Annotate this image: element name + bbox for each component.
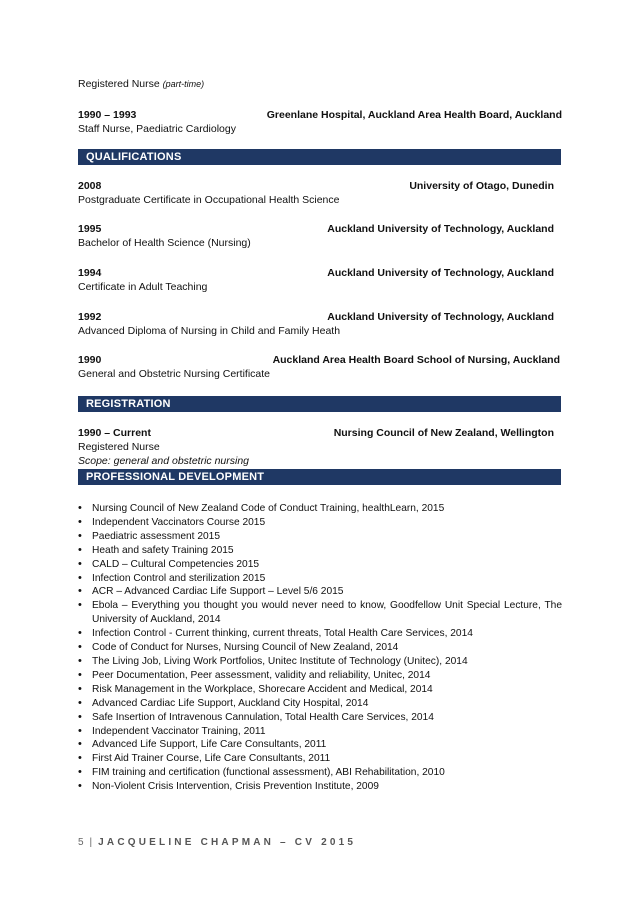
- footer-separator: |: [89, 837, 93, 848]
- list-item: • ACR – Advanced Cardiac Life Support – Level 5/6 2015: [78, 585, 344, 598]
- qualification-title: Bachelor of Health Science (Nursing): [78, 237, 251, 249]
- role-note: (part-time): [162, 79, 205, 89]
- work-history-tail: [78, 77, 562, 136]
- professional-development-list: [78, 502, 562, 794]
- bullet-icon: •: [78, 668, 82, 681]
- job-employer: Greenlane Hospital, Auckland Area Health Board, Auckland: [266, 109, 562, 121]
- list-item: • First Aid Trainer Course, Life Care Consultants, 2011: [78, 752, 331, 765]
- list-item: • Peer Documentation, Peer assessment, validity and reliability, Unitec, 2014: [78, 668, 431, 681]
- qualification-entry: [78, 222, 562, 250]
- registration-body: Nursing Council of New Zealand, Wellington: [333, 427, 554, 439]
- qualification-entry: [78, 266, 562, 294]
- job-title: Staff Nurse, Paediatric Cardiology: [78, 123, 236, 135]
- qualification-year: 1994: [78, 267, 102, 279]
- bullet-icon: •: [78, 515, 82, 528]
- list-item: • The Living Job, Living Work Portfolios, Unitec Institute of Technology (Unitec), 2014: [78, 654, 468, 667]
- list-item: • Heath and safety Training 2015: [78, 543, 234, 556]
- bullet-icon: •: [78, 738, 82, 751]
- list-item: • Risk Management in the Workplace, Shorecare Accident and Medical, 2014: [78, 682, 433, 695]
- qualification-entry: [78, 179, 562, 207]
- qualification-institution: Auckland University of Technology, Auckland: [327, 223, 554, 235]
- qualification-year: 2008: [78, 180, 102, 192]
- qualification-year: 1990: [78, 354, 102, 366]
- bullet-icon: •: [78, 585, 82, 598]
- qualification-year: 1992: [78, 311, 102, 323]
- qualifications-heading: QUALIFICATIONS: [78, 149, 561, 165]
- qualification-entry: [78, 353, 562, 381]
- bullet-icon: •: [78, 780, 82, 793]
- qualification-title: Certificate in Adult Teaching: [78, 281, 208, 293]
- qualification-title: Advanced Diploma of Nursing in Child and Family Heath: [78, 325, 341, 337]
- bullet-icon: •: [78, 710, 82, 723]
- list-item: • Infection Control and sterilization 2015: [78, 571, 266, 584]
- professional-development-heading: PROFESSIONAL DEVELOPMENT: [78, 469, 561, 485]
- list-item: • Code of Conduct for Nurses, Nursing Council of New Zealand, 2014: [78, 641, 399, 654]
- qualification-year: 1995: [78, 223, 102, 235]
- list-item: • Ebola – Everything you thought you would never need to know, Goodfellow Unit Special Lecture, The University of Auckland, 2014: [78, 599, 562, 626]
- list-item: • Independent Vaccinator Training, 2011: [78, 724, 266, 737]
- list-item: • Independent Vaccinators Course 2015: [78, 515, 266, 528]
- page-number: 5: [78, 837, 84, 848]
- registration-dates: 1990 – Current: [78, 427, 151, 439]
- bullet-icon: •: [78, 502, 82, 514]
- qualification-institution: Auckland Area Health Board School of Nursing, Auckland: [272, 354, 560, 366]
- list-item: • FIM training and certification (functional assessment), ABI Rehabilitation, 2010: [78, 766, 445, 779]
- qualification-institution: Auckland University of Technology, Auckland: [327, 311, 554, 323]
- list-item: • CALD – Cultural Competencies 2015: [78, 557, 260, 570]
- bullet-icon: •: [78, 571, 82, 584]
- list-item: • Advanced Cardiac Life Support, Auckland City Hospital, 2014: [78, 696, 369, 709]
- bullet-icon: •: [78, 599, 82, 612]
- bullet-icon: •: [78, 543, 82, 556]
- list-item: • Advanced Life Support, Life Care Consultants, 2011: [78, 738, 327, 751]
- job-dates: 1990 – 1993: [78, 109, 137, 121]
- job-header: [78, 108, 562, 122]
- footer-name: JACQUELINE CHAPMAN – CV 2015: [98, 837, 357, 848]
- list-item: • Non-Violent Crisis Intervention, Crisis Prevention Institute, 2009: [78, 780, 379, 793]
- registration-title: Registered Nurse: [78, 441, 160, 453]
- registration-scope: Scope: general and obstetric nursing: [78, 455, 250, 467]
- bullet-icon: •: [78, 682, 82, 695]
- registration-entry: [78, 426, 562, 468]
- list-item: • Safe Insertion of Intravenous Cannulation, Total Health Care Services, 2014: [78, 710, 434, 723]
- qualification-institution: University of Otago, Dunedin: [409, 180, 554, 192]
- list-item: • Paediatric assessment 2015: [78, 529, 220, 542]
- list-item: • Infection Control - Current thinking, current threats, Total Health Care Services, 2014: [78, 627, 473, 640]
- bullet-icon: •: [78, 752, 82, 765]
- bullet-icon: •: [78, 627, 82, 640]
- page-footer: [78, 837, 356, 848]
- registration-heading: REGISTRATION: [78, 396, 561, 412]
- qualification-title: Postgraduate Certificate in Occupational Health Science: [78, 194, 340, 206]
- bullet-icon: •: [78, 696, 82, 709]
- role-line: [78, 77, 562, 91]
- qualification-title: General and Obstetric Nursing Certificate: [78, 368, 270, 380]
- bullet-icon: •: [78, 654, 82, 667]
- bullet-icon: •: [78, 766, 82, 779]
- bullet-icon: •: [78, 529, 82, 542]
- bullet-icon: •: [78, 557, 82, 570]
- role-title: Registered Nurse: [78, 78, 160, 90]
- list-item: • Nursing Council of New Zealand Code of Conduct Training, healthLearn, 2015: [78, 502, 445, 514]
- qualification-entry: [78, 310, 562, 338]
- bullet-icon: •: [78, 724, 82, 737]
- qualification-institution: Auckland University of Technology, Auckland: [327, 267, 554, 279]
- bullet-icon: •: [78, 641, 82, 654]
